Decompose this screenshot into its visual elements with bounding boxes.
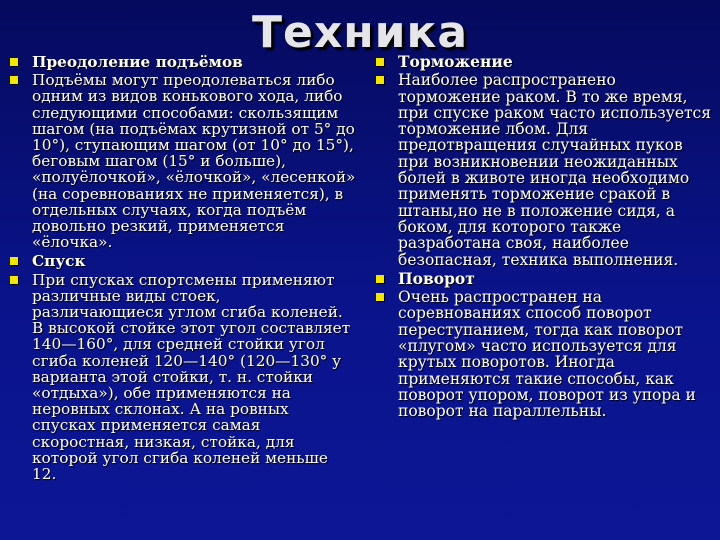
right-bullet-list [372,54,717,420]
bullet-text: Наиболее распространено торможение раком. В то же время, при спуске раком часто используется торможение лбом. Для предотвращения случайных пуков при возникновении неожиданных болей в животе иногда необходимо применять торможение сракой в штаны,но не в положение сидя, а боком, для которого также разработана своя, наиболее безопасная, техника выполнения. [398,71,712,269]
left-column [6,54,356,485]
bullet-text: Подъёмы могут преодолеваться либо одним из видов конькового хода, либо следующими способами: скользящим шагом (на подъёмах крутизной от 5° до 10°), ступающим шагом (от 10° до 15°), беговым шагом (15° и больше), «полуёлочкой», «ёлочкой», «лесенкой» (на соревнованиях не применяется), в отдельных случаях, когда подъём довольно резкий, применяется «ёлочка». [32,71,356,252]
square-bullet-icon [10,58,18,66]
bullet-turning-body [372,289,717,419]
bullet-text: Спуск [32,252,86,271]
bullet-text: Поворот [398,268,475,288]
bullet-heading-turning [372,268,717,288]
bullet-ascents-body [6,72,356,250]
bullet-text: Очень распространен на соревнованиях способ поворот переступанием, тогда как поворот «плугом» часто используется для крутых поворотов. Иногда применяются такие способы, как поворот упором, поворот из упора и поворот на параллельны. [398,288,696,421]
square-bullet-icon [10,257,18,265]
bullet-braking-body [372,72,717,268]
bullet-heading-descent [6,253,356,269]
bullet-descent-body [6,272,356,483]
square-bullet-icon [10,76,18,84]
bullet-heading-ascents [6,54,356,70]
bullet-heading-braking [372,54,717,70]
bullet-text: При спусках спортсмены применяют различные виды стоек, различающиеся углом сгиба коленей. В высокой стойке этот угол составляет 140—160°, для средней стойки угол сгиба коленей 120—140° (120—130° у варианта этой стойки, т. н. стойки «отдыха»), обе применяются на неровных склонах. А на ровных спусках применяется самая скоростная, низкая, стойка, для которой угол сгиба коленей меньше 12. [32,270,351,484]
right-column [372,54,717,423]
square-bullet-icon [376,76,384,84]
slide-title: Техника [251,7,469,58]
bullet-text: Торможение [398,52,513,71]
left-bullet-list [6,54,356,482]
bullet-text: Преодоление подъёмов [32,53,243,71]
square-bullet-icon [376,58,384,66]
square-bullet-icon [10,276,18,284]
square-bullet-icon [376,293,384,301]
square-bullet-icon [376,275,384,283]
